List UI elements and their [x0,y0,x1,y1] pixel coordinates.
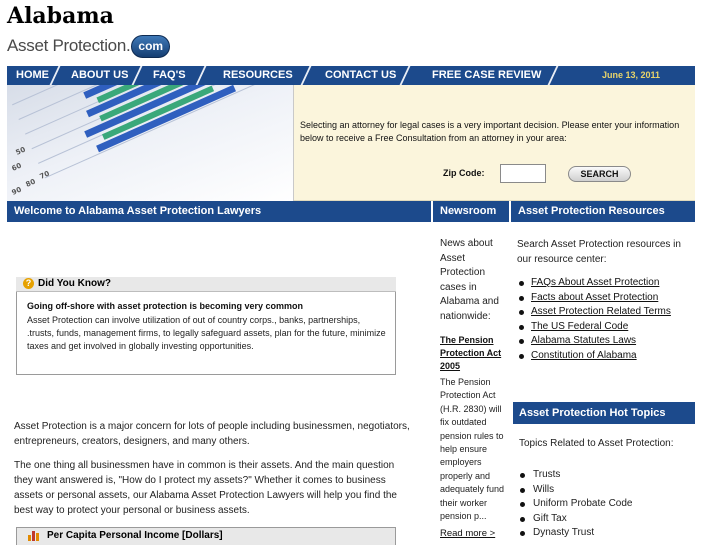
resource-link-federal-code[interactable]: The US Federal Code [531,320,629,332]
bar-chart-icon [27,530,41,541]
nav-divider [196,66,206,85]
list-item: Uniform Probate Code [519,497,695,512]
list-item: Gift Tax [519,512,695,527]
banner-intro-text: Selecting an attorney for legal cases is a very important decision. Please enter your information below to receive a Free Consultation from an attorney in your area: [300,120,680,143]
newsroom-intro: News about Asset Protection cases in Alabama and nationwide: [440,238,499,322]
bar-chart-illustration [7,85,294,201]
did-you-know-title: Did You Know? [38,278,111,289]
resource-link-constitution[interactable]: Constitution of Alabama [531,349,637,361]
nav-home[interactable]: HOME [16,69,49,81]
nav-contact-us[interactable]: CONTACT US [325,69,397,81]
list-item: Wills [519,483,695,498]
assets-paragraph: The one thing all businessmen have in common is their assets. And the main question they want answered is, "How do I protect my assets?" Whether it comes to business assets or personal assets, our Alabama Asset Protection Lawyers will help you find the best way to protect your personal or business assets. [14,460,397,516]
hot-topics-intro: Topics Related to Asset Protection: [519,438,674,449]
logo-text: Asset Protection. [7,36,131,55]
zip-code-label: Zip Code: [443,168,485,178]
resource-link-terms[interactable]: Asset Protection Related Terms [531,306,671,317]
resource-link-facts[interactable]: Facts about Asset Protection [531,291,659,303]
site-title: Alabama [7,3,114,29]
svg-text:50: 50 [14,145,27,157]
did-you-know-tab [16,277,396,292]
welcome-heading: Welcome to Alabama Asset Protection Lawyers [7,201,431,222]
newsroom-heading: Newsroom [433,201,509,222]
search-button[interactable]: SEARCH [568,166,631,182]
zip-code-input[interactable] [500,164,546,183]
list-item [517,349,697,364]
nav-divider [132,66,142,85]
banner-chart-image [7,85,294,201]
current-date: June 13, 2011 [601,70,660,80]
list-item [517,291,697,306]
main-nav [7,66,695,85]
nav-divider [548,66,558,85]
nav-faqs[interactable]: FAQ'S [153,69,186,81]
svg-text:90: 90 [10,185,23,197]
resources-list [517,276,697,363]
list-item [517,305,697,320]
did-you-know-headline: Going off-shore with asset protection is becoming very common [27,301,304,311]
nav-divider [50,66,60,85]
nav-about-us[interactable]: ABOUT US [71,69,129,81]
news-article-link[interactable]: The Pension Protection Act 2005 [440,335,502,371]
site-logo[interactable] [7,34,170,58]
resource-link-faqs[interactable]: FAQs About Asset Protection [531,277,660,288]
income-box [16,527,396,545]
resources-intro: Search Asset Protection resources in our resource center: [517,239,681,265]
svg-text:60: 60 [10,161,23,173]
consultation-banner [7,85,695,201]
income-box-title: Per Capita Personal Income [Dollars] [47,530,223,541]
list-item: Dynasty Trust [519,526,695,541]
logo-badge: com [131,35,170,58]
nav-divider [301,66,311,85]
did-you-know-box [16,277,396,375]
nav-resources[interactable]: RESOURCES [223,69,293,81]
nav-free-case-review[interactable]: FREE CASE REVIEW [432,69,542,81]
resource-link-statutes[interactable]: Alabama Statutes Laws [531,335,637,346]
nav-divider [400,66,410,85]
read-more-link[interactable]: Read more > [440,528,496,539]
did-you-know-body: Asset Protection can involve utilization of out of country corps., banks, partnerships, .trusts, funds, management firms, to legally safeguard assets, plan for the future, minimize taxes and get involved in globally investing opportunities. [27,315,386,351]
list-item [517,334,697,349]
list-item: Trusts [519,468,695,483]
list-item [517,276,697,291]
news-article-summary: The Pension Protection Act (H.R. 2830) will fix outdated pension rules to help ensure employers properly and adequately fund their worker pension p... [440,377,505,522]
hot-topics-list [519,468,695,541]
resources-heading: Asset Protection Resources [511,201,695,222]
question-icon: ? [23,278,34,289]
svg-text:80: 80 [24,177,37,189]
hot-topics-heading: Asset Protection Hot Topics [513,402,695,424]
list-item [517,320,697,335]
intro-paragraph: Asset Protection is a major concern for lots of people including businessmen, negotiators, entrepreneurs, creators, designers, and many others. [14,421,410,447]
svg-text:70: 70 [38,169,51,181]
